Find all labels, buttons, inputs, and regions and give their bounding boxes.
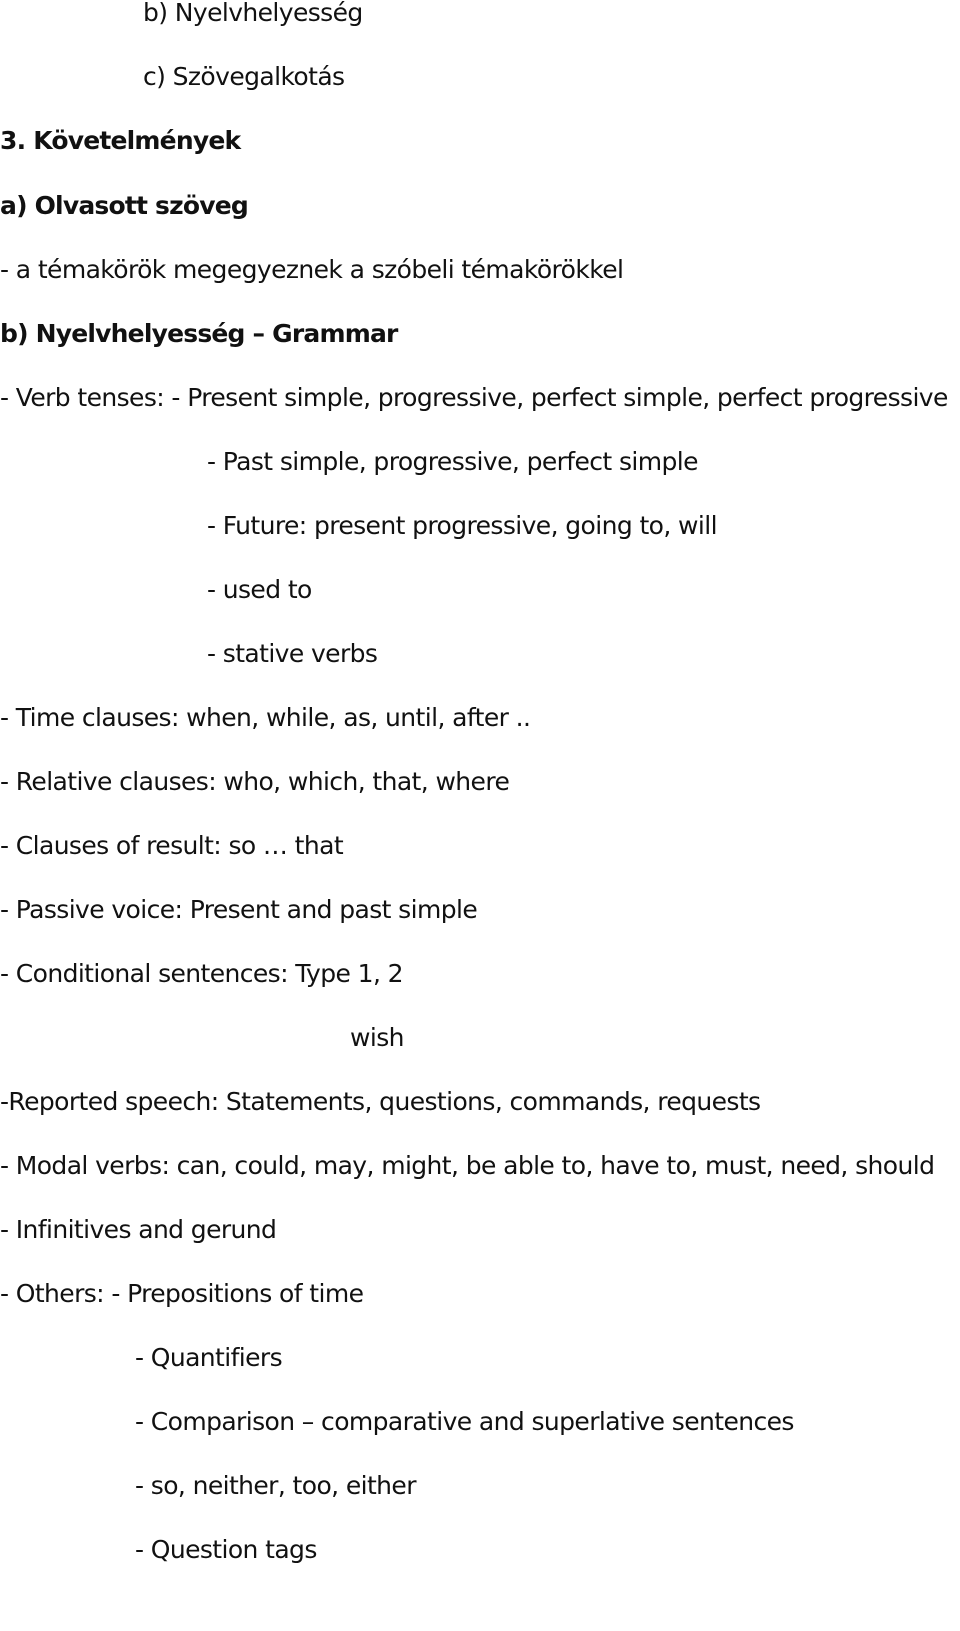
list-item-comparison: - Comparison – comparative and superlative sentences [135,1407,794,1436]
list-item-infinitives: - Infinitives and gerund [0,1215,277,1244]
section-heading-kovetelmenyek: 3. Követelmények [0,126,241,155]
list-item-question-tags: - Question tags [135,1535,317,1564]
list-item-modal-verbs: - Modal verbs: can, could, may, might, be able to, have to, must, need, should [0,1151,935,1180]
list-item-past: - Past simple, progressive, perfect simple [207,447,698,476]
subheading-olvasott-szoveg: a) Olvasott szöveg [0,191,249,220]
list-item-passive-voice: - Passive voice: Present and past simple [0,895,478,924]
list-item-reported-speech: -Reported speech: Statements, questions, commands, requests [0,1087,761,1116]
item-b-nyelvhelyesseg: b) Nyelvhelyesség [143,0,363,27]
list-item-quantifiers: - Quantifiers [135,1343,283,1372]
list-item-relative-clauses: - Relative clauses: who, which, that, where [0,767,510,796]
list-item-others: - Others: - Prepositions of time [0,1279,364,1308]
list-item-time-clauses: - Time clauses: when, while, as, until, after .. [0,703,531,732]
list-item-clauses-of-result: - Clauses of result: so … that [0,831,344,860]
list-item-stative-verbs: - stative verbs [207,639,378,668]
text-temakorok: - a témakörök megegyeznek a szóbeli témakörökkel [0,255,624,284]
list-item-so-neither: - so, neither, too, either [135,1471,416,1500]
list-item-conditional: - Conditional sentences: Type 1, 2 [0,959,403,988]
item-c-szovegalkotas: c) Szövegalkotás [143,62,345,91]
list-item-used-to: - used to [207,575,312,604]
list-item-wish: wish [350,1023,404,1052]
list-item-verb-tenses: - Verb tenses: - Present simple, progressive, perfect simple, perfect progressive [0,383,948,412]
list-item-future: - Future: present progressive, going to, will [207,511,717,540]
subheading-grammar: b) Nyelvhelyesség – Grammar [0,319,398,348]
